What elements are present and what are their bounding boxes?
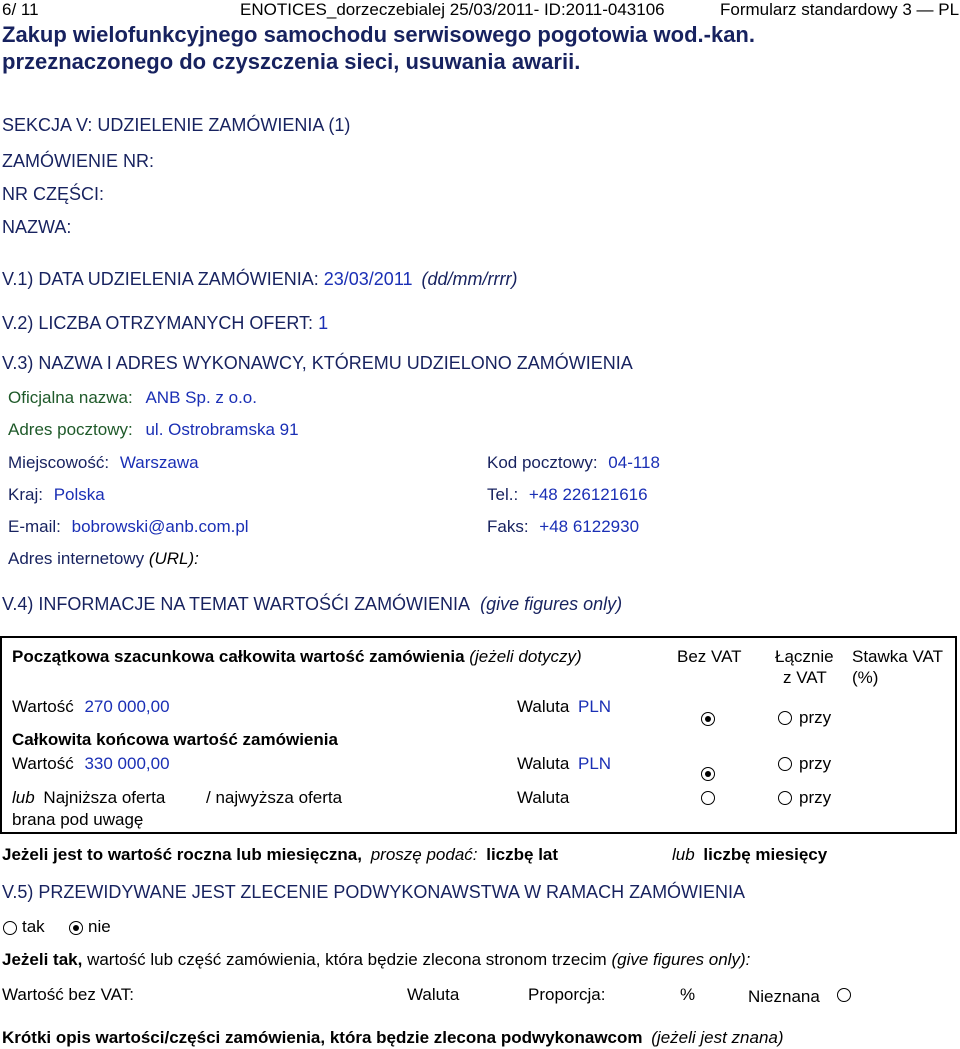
- tel-value: +48 226121616: [528, 485, 648, 504]
- short-desc-note: (jeżeli jest znana): [651, 1028, 784, 1047]
- title-line-1: Zakup wielofunkcyjnego samochodu serwisowego pogotowia wod.-kan.: [2, 22, 755, 47]
- months-row: [672, 845, 827, 865]
- fax-label: Faks:: [487, 517, 529, 536]
- range-waluta-label: Waluta: [517, 788, 570, 807]
- subcontract-currency-label: Waluta: [407, 985, 460, 1004]
- initial-z-vat-radio[interactable]: [778, 711, 792, 725]
- url-label: Adres internetowy: [8, 549, 145, 568]
- short-desc-label: Krótki opis wartości/części zamówienia, która będzie zlecona podwykonawcom: [2, 1028, 643, 1047]
- offers-count: 1: [318, 313, 329, 333]
- subcontract-yes-label: tak: [22, 917, 45, 936]
- months-label: liczbę miesięcy: [703, 845, 828, 864]
- url-row: [8, 549, 199, 569]
- form-type: Formularz standardowy 3 — PL: [720, 0, 960, 19]
- or-text: lub: [672, 845, 695, 864]
- percent-sign: %: [680, 985, 696, 1004]
- subcontract-yes-radio[interactable]: [3, 921, 17, 935]
- postal-address-row: [8, 420, 299, 440]
- annual-row: [2, 845, 558, 865]
- v4-row: [2, 594, 622, 615]
- lowest-offer: Najniższa oferta: [43, 788, 166, 807]
- tel-label: Tel.:: [487, 485, 519, 504]
- official-name-row: [8, 388, 257, 408]
- city-label: Miejscowość:: [8, 453, 110, 472]
- unknown-label: Nieznana: [748, 987, 820, 1006]
- v2-label: V.2) LICZBA OTRZYMANYCH OFERT:: [2, 313, 314, 333]
- range-z-vat-radio[interactable]: [778, 791, 792, 805]
- initial-value: 270 000,00: [84, 697, 170, 716]
- email-label: E-mail:: [8, 517, 61, 536]
- initial-waluta-label: Waluta: [517, 697, 570, 716]
- final-bez-vat-radio[interactable]: [701, 767, 715, 781]
- col-stawka: Stawka VAT: [852, 647, 944, 666]
- zip-row: [487, 453, 660, 473]
- v3-label: V.3) NAZWA I ADRES WYKONAWCY, KTÓREMU UDZIELONO ZAMÓWIENIA: [2, 353, 633, 373]
- part-number-label: NR CZĘŚCI:: [2, 184, 105, 204]
- subcontract-value-label: Wartość bez VAT:: [2, 985, 134, 1004]
- email-value: bobrowski@anb.com.pl: [71, 517, 249, 536]
- considered-text: brana pod uwagę: [12, 810, 144, 829]
- v4-label: V.4) INFORMACJE NA TEMAT WARTOŚĆI ZAMÓWIENIA: [2, 594, 470, 614]
- document-id: ENOTICES_dorzeczebialej 25/03/2011- ID:2011-043106: [240, 0, 665, 19]
- final-currency-row: [517, 754, 611, 774]
- tel-row: [487, 485, 648, 505]
- section-heading: SEKCJA V: UDZIELENIE ZAMÓWIENIA (1): [2, 115, 351, 135]
- range-bez-vat-radio[interactable]: [701, 791, 715, 805]
- postal-address-label: Adres pocztowy:: [8, 420, 133, 439]
- award-date: 23/03/2011: [323, 269, 413, 289]
- title-line-2: przeznaczonego do czyszczenia sieci, usuwania awarii.: [2, 49, 581, 74]
- fax-value: +48 6122930: [539, 517, 640, 536]
- initial-bez-vat-radio[interactable]: [701, 712, 715, 726]
- email-row: [8, 517, 249, 537]
- v1-row: [2, 269, 518, 290]
- country-value: Polska: [53, 485, 105, 504]
- final-value-row: [12, 754, 170, 774]
- v5-label: V.5) PRZEWIDYWANE JEST ZLECENIE PODWYKONAWSTWA W RAMACH ZAMÓWIENIA: [2, 882, 746, 902]
- if-yes-text: wartość lub część zamówienia, która będzie zlecona stronom trzecim: [87, 950, 607, 969]
- range-przy: przy: [799, 788, 832, 807]
- initial-currency: PLN: [578, 697, 612, 716]
- if-yes-note: (give figures only):: [611, 950, 751, 969]
- postal-address-value: ul. Ostrobramska 91: [145, 420, 299, 439]
- final-przy: przy: [799, 754, 832, 773]
- final-z-vat-radio[interactable]: [778, 757, 792, 771]
- initial-wartosc-label: Wartość: [12, 697, 74, 716]
- zip-value: 04-118: [608, 453, 660, 472]
- final-value: 330 000,00: [84, 754, 170, 773]
- final-wartosc-label: Wartość: [12, 754, 74, 773]
- initial-currency-row: [517, 697, 611, 717]
- initial-value-row: [12, 697, 170, 717]
- initial-value-label: Początkowa szacunkowa całkowita wartość zamówienia: [12, 647, 465, 666]
- v2-row: [2, 313, 328, 334]
- country-row: [8, 485, 105, 505]
- if-yes-bold: Jeżeli tak,: [2, 950, 83, 969]
- col-bez-vat: Bez VAT: [677, 647, 742, 666]
- unknown-radio[interactable]: [837, 988, 851, 1002]
- annual-text: Jeżeli jest to wartość roczna lub miesięczna,: [2, 845, 362, 864]
- years-label: liczbę lat: [486, 845, 559, 864]
- subcontract-no-label: nie: [88, 917, 111, 936]
- final-currency: PLN: [578, 754, 612, 773]
- date-format: (dd/mm/rrrr): [421, 269, 518, 289]
- page-number: 6/ 11: [2, 0, 39, 19]
- col-lacznie: Łącznie: [775, 647, 834, 666]
- zip-label: Kod pocztowy:: [487, 453, 598, 472]
- url-paren: (URL):: [148, 549, 199, 568]
- official-name-value: ANB Sp. z o.o.: [145, 388, 257, 407]
- final-waluta-label: Waluta: [517, 754, 570, 773]
- final-value-label: Całkowita końcowa wartość zamówienia: [12, 730, 338, 749]
- col-lacznie-z-vat: z VAT: [783, 668, 827, 687]
- short-desc-row: [2, 1028, 784, 1048]
- city-row: [8, 453, 199, 473]
- initial-value-heading: [12, 647, 582, 667]
- lowest-offer-row: [12, 788, 165, 808]
- name-label: NAZWA:: [2, 217, 72, 237]
- order-number-label: ZAMÓWIENIE NR:: [2, 151, 154, 171]
- initial-przy: przy: [799, 708, 832, 727]
- city-value: Warszawa: [119, 453, 199, 472]
- initial-value-note: (jeżeli dotyczy): [469, 647, 582, 666]
- country-label: Kraj:: [8, 485, 43, 504]
- subcontract-no-radio[interactable]: [69, 921, 83, 935]
- annual-ask: proszę podać:: [370, 845, 478, 864]
- col-stawka-pct: (%): [852, 668, 879, 687]
- lub-text: lub: [12, 788, 35, 807]
- official-name-label: Oficjalna nazwa:: [8, 388, 133, 407]
- v4-note: (give figures only): [480, 594, 623, 614]
- if-yes-row: [2, 950, 750, 970]
- proportion-label: Proporcja:: [528, 985, 606, 1004]
- v1-label: V.1) DATA UDZIELENIA ZAMÓWIENIA:: [2, 269, 319, 289]
- fax-row: [487, 517, 639, 537]
- highest-offer: / najwyższa oferta: [206, 788, 343, 807]
